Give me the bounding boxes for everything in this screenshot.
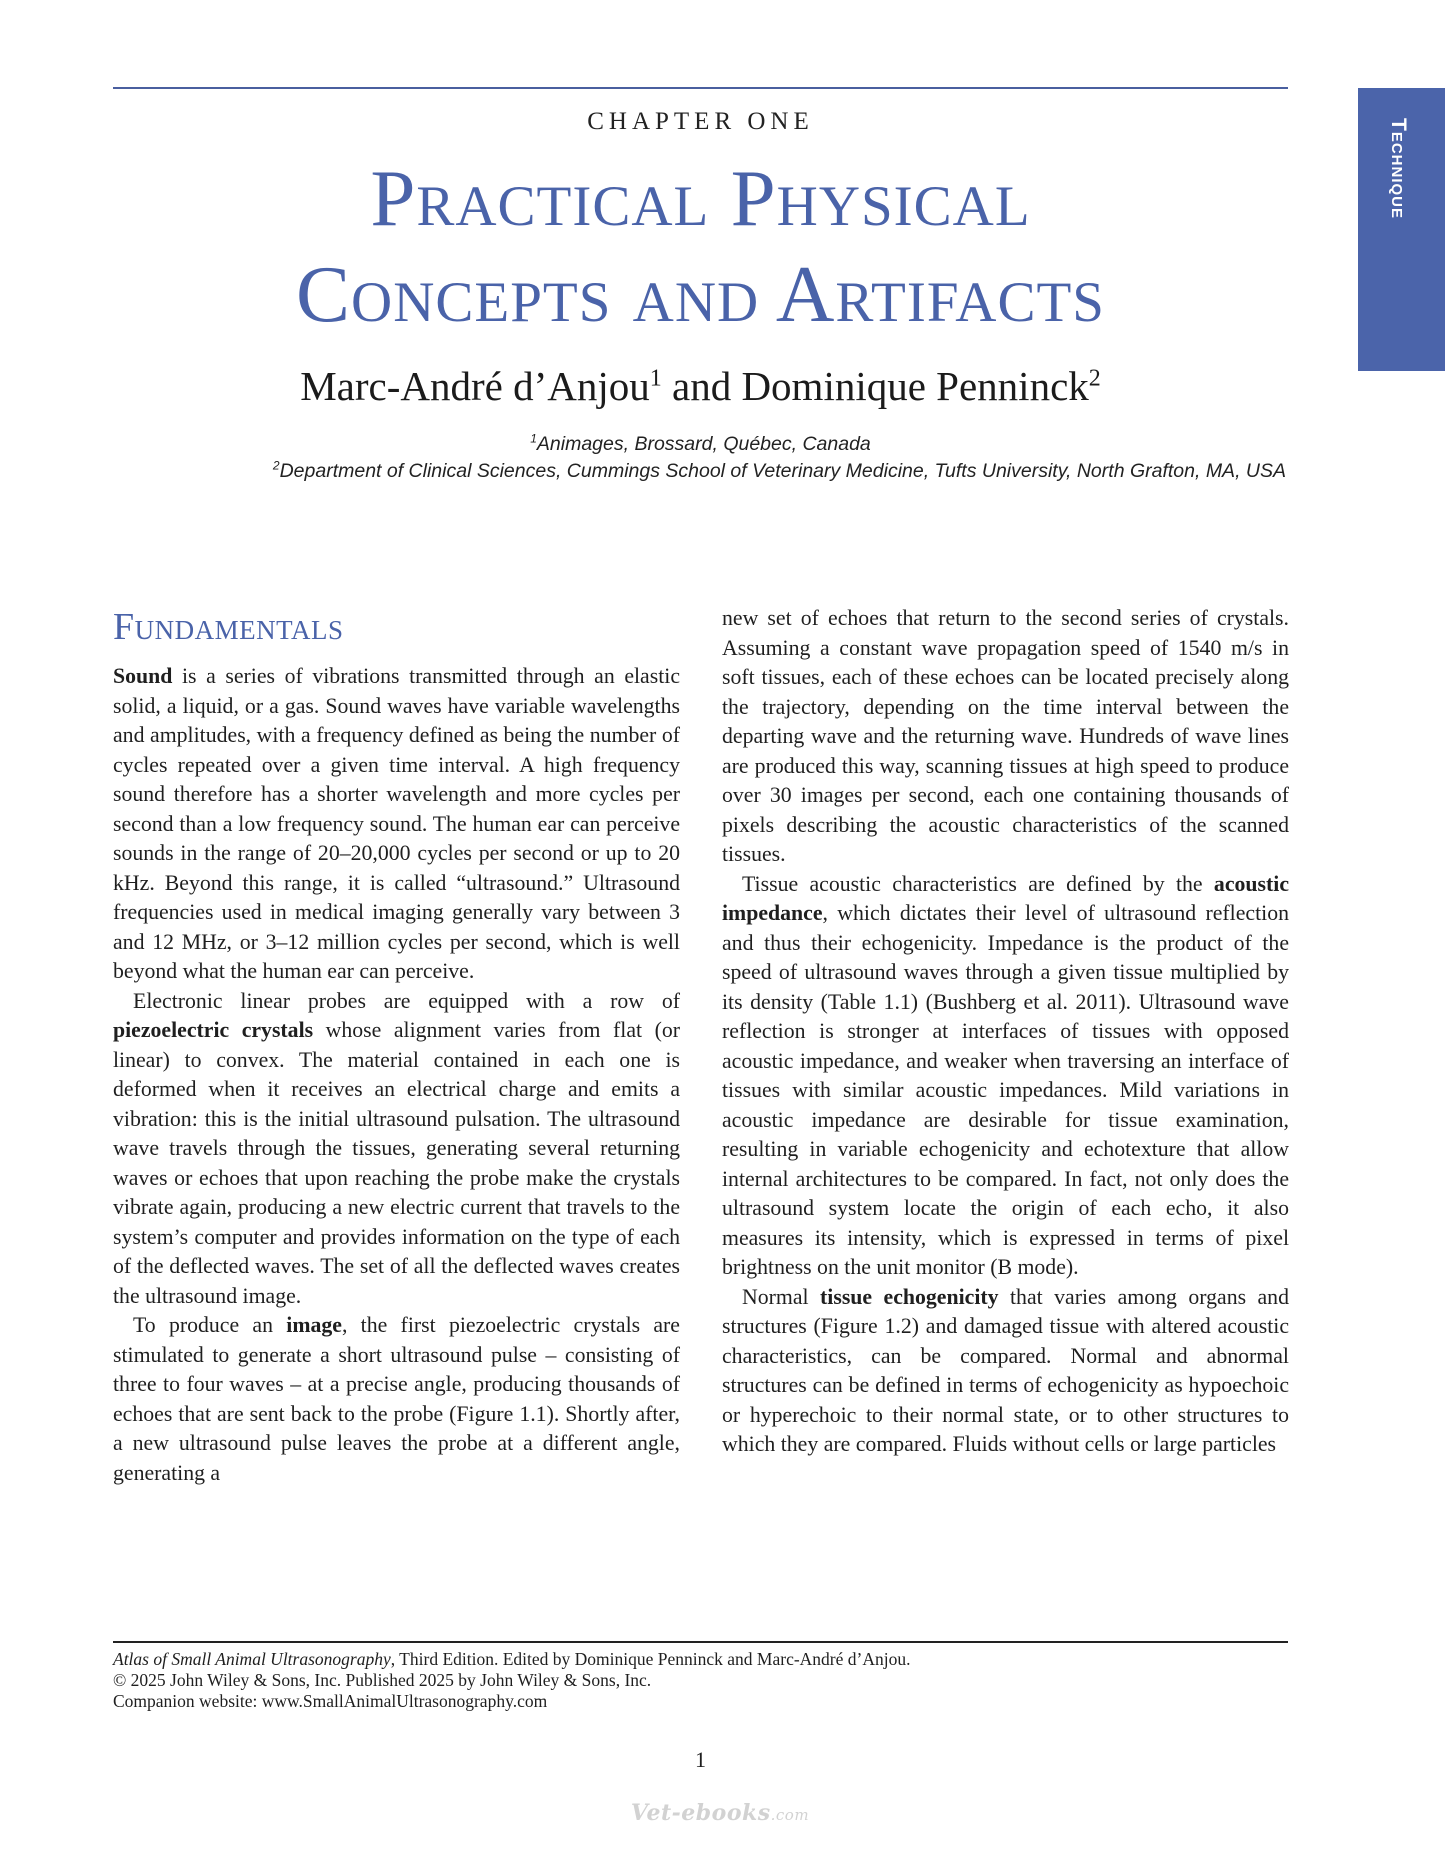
paragraph-image <box>113 1311 680 1488</box>
author-1-sup: 1 <box>649 365 662 392</box>
footer-companion: Companion website: www.SmallAnimalUltrasonography.com <box>113 1691 548 1711</box>
author-join: and <box>661 363 742 409</box>
affiliation-2-sup: 2 <box>272 458 280 473</box>
watermark-tld: .com <box>770 1806 810 1824</box>
top-rule <box>113 87 1288 89</box>
chapter-label: CHAPTER ONE <box>587 108 814 135</box>
paragraph-text: Electronic linear probes are equipped with a row of <box>133 988 680 1013</box>
term-tissue-echogenicity: tissue echogenicity <box>820 1284 999 1309</box>
paragraph-probes <box>113 987 680 1312</box>
page-number: 1 <box>695 1747 706 1772</box>
edition-line: , Third Edition. Edited by Dominique Penninck and Marc-André d’Anjou. <box>390 1649 911 1669</box>
right-column <box>722 604 1289 1460</box>
author-2: Dominique Penninck <box>741 363 1089 409</box>
term-sound: Sound <box>113 664 173 688</box>
watermark-logo <box>620 1800 820 1826</box>
authors <box>113 362 1288 410</box>
paragraph-text: whose alignment varies from flat (or linear) to convex. The material contained in each one is deformed when it receives an electrical charge and emits a vibration: this is the initial ultrasound pulsation. The ultrasound wave travels through the tissues, generating several returning waves or echoes that upon reaching the probe make the crystals vibrate again, producing a new electric current that travels to the system’s computer and provides information on the type of each of the deflected waves. The set of all the deflected waves creates the ultrasound image. <box>113 1018 680 1308</box>
term-acoustic-impedance: acoustic impedance <box>722 871 1289 925</box>
watermark-main: Vet-ebooks <box>630 1800 771 1826</box>
paragraph-impedance <box>722 870 1289 1283</box>
author-2-sup: 2 <box>1088 365 1101 392</box>
footer-copyright: © 2025 John Wiley & Sons, Inc. Published 2025 by John Wiley & Sons, Inc. <box>113 1670 652 1690</box>
affiliation-2 <box>113 460 1286 483</box>
paragraph-text: is a series of vibrations transmitted through an elastic solid, a liquid, or a gas. Sound waves have variable wavelengths and amplitudes, with a frequency defined as being the number of cycles repeated over a given time interval. A high frequency sound therefore has a shorter wavelength and more cycles per second than a low frequency sound. The human ear can perceive sounds in the range of 20–20,000 cycles per second or up to 20 kHz. Beyond this range, it is called “ultrasound.” Ultrasound frequencies used in medical imaging generally vary between 3 and 12 MHz, or 3–12 million cycles per second, which is well beyond what the human ear can perceive. <box>113 664 680 983</box>
paragraph-text: , the first piezoelectric crystals are stimulated to generate a short ultrasound pulse – consisting of three to four waves – at a precise angle, producing thousands of echoes that are sent back to the probe (Figure 1.1). Shortly after, a new ultrasound pulse leaves the probe at a different angle, generating a <box>113 1313 680 1485</box>
affiliation-1-text: Animages, Brossard, Québec, Canada <box>536 433 871 455</box>
paragraph-echogenicity <box>722 1283 1289 1460</box>
chapter-title <box>113 150 1288 342</box>
affiliation-1 <box>113 433 1288 456</box>
term-piezoelectric: piezoelectric crystals <box>113 1018 314 1042</box>
paragraph-echoes: new set of echoes that return to the second series of crystals. Assuming a constant wave propagation speed of 1540 m/s in soft tissues, each of these echoes can be located precisely along the trajectory, depending on the time interval between the departing wave and the returning wave. Hundreds of wave lines are produced this way, scanning tissues at high speed to produce over 30 images per second, each one containing thousands of pixels describing the acoustic characteristics of the scanned tissues. <box>722 606 1289 866</box>
paragraph-text: that varies among organs and structures (Figure 1.2) and damaged tissue with altered acoustic characteristics, can be compared. Normal and abnormal structures can be defined in terms of echogenicity as hypoechoic or hyperechoic to their normal state, or to other structures to which they are compared. Fluids without cells or large particles <box>722 1284 1289 1456</box>
section-heading: Fundamentals <box>113 606 344 648</box>
affiliation-1-sup: 1 <box>530 431 537 446</box>
chapter-title-line2: Concepts and Artifacts <box>296 249 1105 339</box>
author-1: Marc-André d’Anjou <box>300 363 650 409</box>
side-tab-label: Technique <box>1387 118 1410 220</box>
left-column <box>113 604 680 1488</box>
paragraph-text: Tissue acoustic characteristics are defined by the <box>742 871 1214 896</box>
footer-rule <box>113 1641 1288 1643</box>
footer <box>113 1649 1288 1712</box>
paragraph-text: Normal <box>742 1284 821 1309</box>
paragraph-sound <box>113 662 680 987</box>
affiliation-2-text: Department of Clinical Sciences, Cummings School of Veterinary Medicine, Tufts University, North Grafton, MA, USA <box>279 460 1286 482</box>
chapter-title-line1: Practical Physical <box>370 153 1031 243</box>
book-title: Atlas of Small Animal Ultrasonography <box>113 1649 391 1669</box>
term-image: image <box>286 1313 342 1337</box>
paragraph-text: , which dictates their level of ultrasound reflection and thus their echogenicity. Impedance is the product of the speed of ultrasound waves through a given tissue multiplied by its density (Table 1.1) (Bushberg et al. 2011). Ultrasound wave reflection is stronger at interfaces of tissues with opposed acoustic impedance, and weaker when traversing an interface of tissues with similar acoustic impedances. Mild variations in acoustic impedance are desirable for tissue examination, resulting in variable echogenicity and echotexture that allow internal architectures to be compared. In fact, not only does the ultrasound system locate the origin of each echo, it also measures its intensity, which is expressed in terms of pixel brightness on the unit monitor (B mode). <box>722 901 1289 1279</box>
paragraph-text: To produce an <box>133 1313 287 1337</box>
footer-citation <box>113 1649 1288 1670</box>
side-tab-technique <box>1358 88 1445 371</box>
